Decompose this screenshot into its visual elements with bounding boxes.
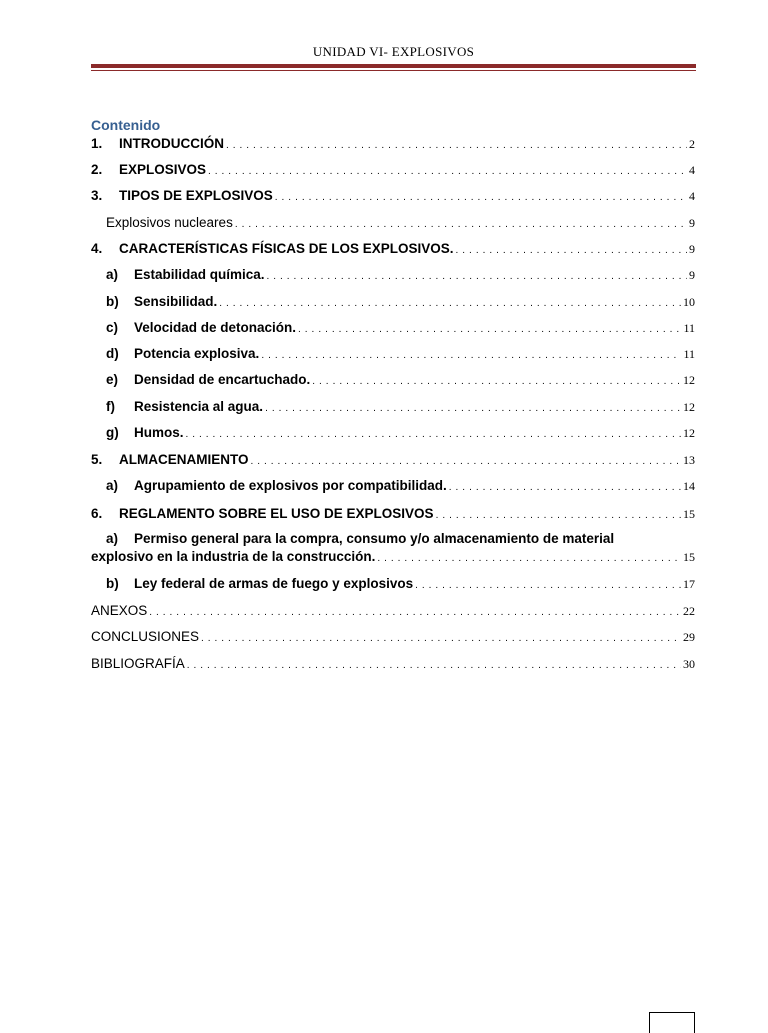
toc-entry-sensibilidad[interactable]	[91, 293, 695, 313]
toc-page-number: 13	[683, 453, 695, 467]
toc-page-number: 4	[689, 189, 695, 203]
toc-entry-title: 3. TIPOS DE EXPLOSIVOS	[91, 188, 273, 203]
dot-leader	[187, 657, 681, 675]
toc-page-number: 9	[689, 268, 695, 282]
toc-heading: Contenido	[91, 117, 161, 133]
dot-leader	[449, 479, 681, 497]
toc-page-number: 12	[683, 373, 695, 387]
dot-leader	[456, 242, 687, 260]
toc-page-number: 29	[683, 630, 695, 644]
dot-leader	[208, 163, 687, 181]
toc-entry-title: ANEXOS	[91, 603, 148, 618]
toc-page-number: 15	[683, 507, 695, 521]
dot-leader	[201, 630, 681, 648]
toc-entry-title-line1: a) Permiso general para la compra, consumo y/o almacenamiento de material	[106, 531, 615, 546]
toc-entry-title: 4. CARACTERÍSTICAS FÍSICAS DE LOS EXPLOSIVOS.	[91, 241, 454, 256]
toc-entry-caracteristicas[interactable]	[91, 240, 695, 260]
toc-entry-potencia-explosiva[interactable]	[91, 345, 695, 365]
toc-entry-conclusiones[interactable]	[91, 628, 695, 648]
running-header: UNIDAD VI- EXPLOSIVOS	[312, 44, 475, 59]
toc-entry-title: b) Ley federal de armas de fuego y explosivos	[106, 576, 414, 591]
dot-leader	[298, 321, 681, 339]
toc-entry-title: g) Humos.	[106, 425, 184, 440]
toc-entry-explosivos[interactable]	[91, 161, 695, 181]
toc-page-number: 12	[683, 400, 695, 414]
dot-leader	[436, 507, 681, 525]
toc-entry-title: a) Agrupamiento de explosivos por compatibilidad.	[106, 478, 447, 493]
toc-page-number: 10	[683, 295, 695, 309]
toc-entry-tipos-de-explosivos[interactable]	[91, 187, 695, 207]
toc-entry-title: 5. ALMACENAMIENTO	[91, 452, 249, 467]
toc-entry-reglamento[interactable]	[91, 505, 695, 525]
toc-page-number: 9	[689, 216, 695, 230]
toc-page-number: 22	[683, 604, 695, 618]
toc-page-number: 17	[683, 577, 695, 591]
toc-entry-title: Explosivos nucleares	[106, 215, 233, 230]
dot-leader	[251, 453, 682, 471]
dot-leader	[219, 295, 681, 313]
toc-entry-title: BIBLIOGRAFÍA	[91, 656, 185, 671]
toc-entry-title-line2: explosivo en la industria de la construcción.	[91, 549, 376, 564]
toc-page-number: 30	[683, 657, 695, 671]
header-rule-thick	[91, 64, 696, 68]
toc-entry-humos[interactable]	[91, 424, 695, 444]
toc-entry-title: CONCLUSIONES	[91, 629, 200, 644]
dot-leader	[415, 577, 681, 595]
header-rule-thin	[91, 70, 696, 71]
toc-page-number: 4	[689, 163, 695, 177]
toc-entry-agrupamiento[interactable]	[91, 477, 695, 497]
toc-entry-densidad-de-encartuchado[interactable]	[91, 371, 695, 391]
toc-entry-title: d) Potencia explosiva.	[106, 346, 260, 361]
toc-entry-resistencia-al-agua[interactable]	[91, 398, 695, 418]
toc-entry-anexos[interactable]	[91, 602, 695, 622]
toc-entry-almacenamiento[interactable]	[91, 451, 695, 471]
toc-entry-explosivos-nucleares[interactable]	[91, 214, 695, 234]
dot-leader	[235, 216, 687, 234]
toc-entry-bibliografia[interactable]	[91, 655, 695, 675]
toc-page-number: 12	[683, 426, 695, 440]
toc-page-number: 2	[689, 137, 695, 151]
toc-entry-title: c) Velocidad de detonación.	[106, 320, 297, 335]
toc-page-number: 11	[683, 321, 695, 335]
toc-entry-title: 2. EXPLOSIVOS	[91, 162, 207, 177]
toc-entry-title: f) Resistencia al agua.	[106, 399, 264, 414]
page-number-box	[649, 1012, 695, 1033]
dot-leader	[312, 373, 681, 391]
toc-entry-title: e) Densidad de encartuchado.	[106, 372, 311, 387]
toc-entry-permiso-general[interactable]	[91, 530, 695, 568]
dot-leader	[186, 426, 681, 444]
toc-entry-ley-federal[interactable]	[91, 575, 695, 595]
toc-page-number: 9	[689, 242, 695, 256]
dot-leader	[226, 137, 687, 155]
toc-page-number: 15	[683, 550, 695, 564]
toc-entry-title: b) Sensibilidad.	[106, 294, 218, 309]
toc-entry-introduccion[interactable]	[91, 135, 695, 155]
dot-leader	[261, 347, 681, 365]
toc-page-number: 14	[683, 479, 695, 493]
dot-leader	[275, 189, 687, 207]
toc-page-number: 11	[683, 347, 695, 361]
toc-entry-estabilidad-quimica[interactable]	[91, 266, 695, 286]
dot-leader	[265, 400, 681, 418]
toc-entry-title: a) Estabilidad química.	[106, 267, 265, 282]
dot-leader	[377, 550, 681, 568]
dot-leader	[267, 268, 687, 286]
dot-leader	[149, 604, 681, 622]
toc-entry-title: 1. INTRODUCCIÓN	[91, 136, 224, 151]
toc-entry-title: 6. REGLAMENTO SOBRE EL USO DE EXPLOSIVOS	[91, 506, 434, 521]
toc-entry-velocidad-de-detonacion[interactable]	[91, 319, 695, 339]
